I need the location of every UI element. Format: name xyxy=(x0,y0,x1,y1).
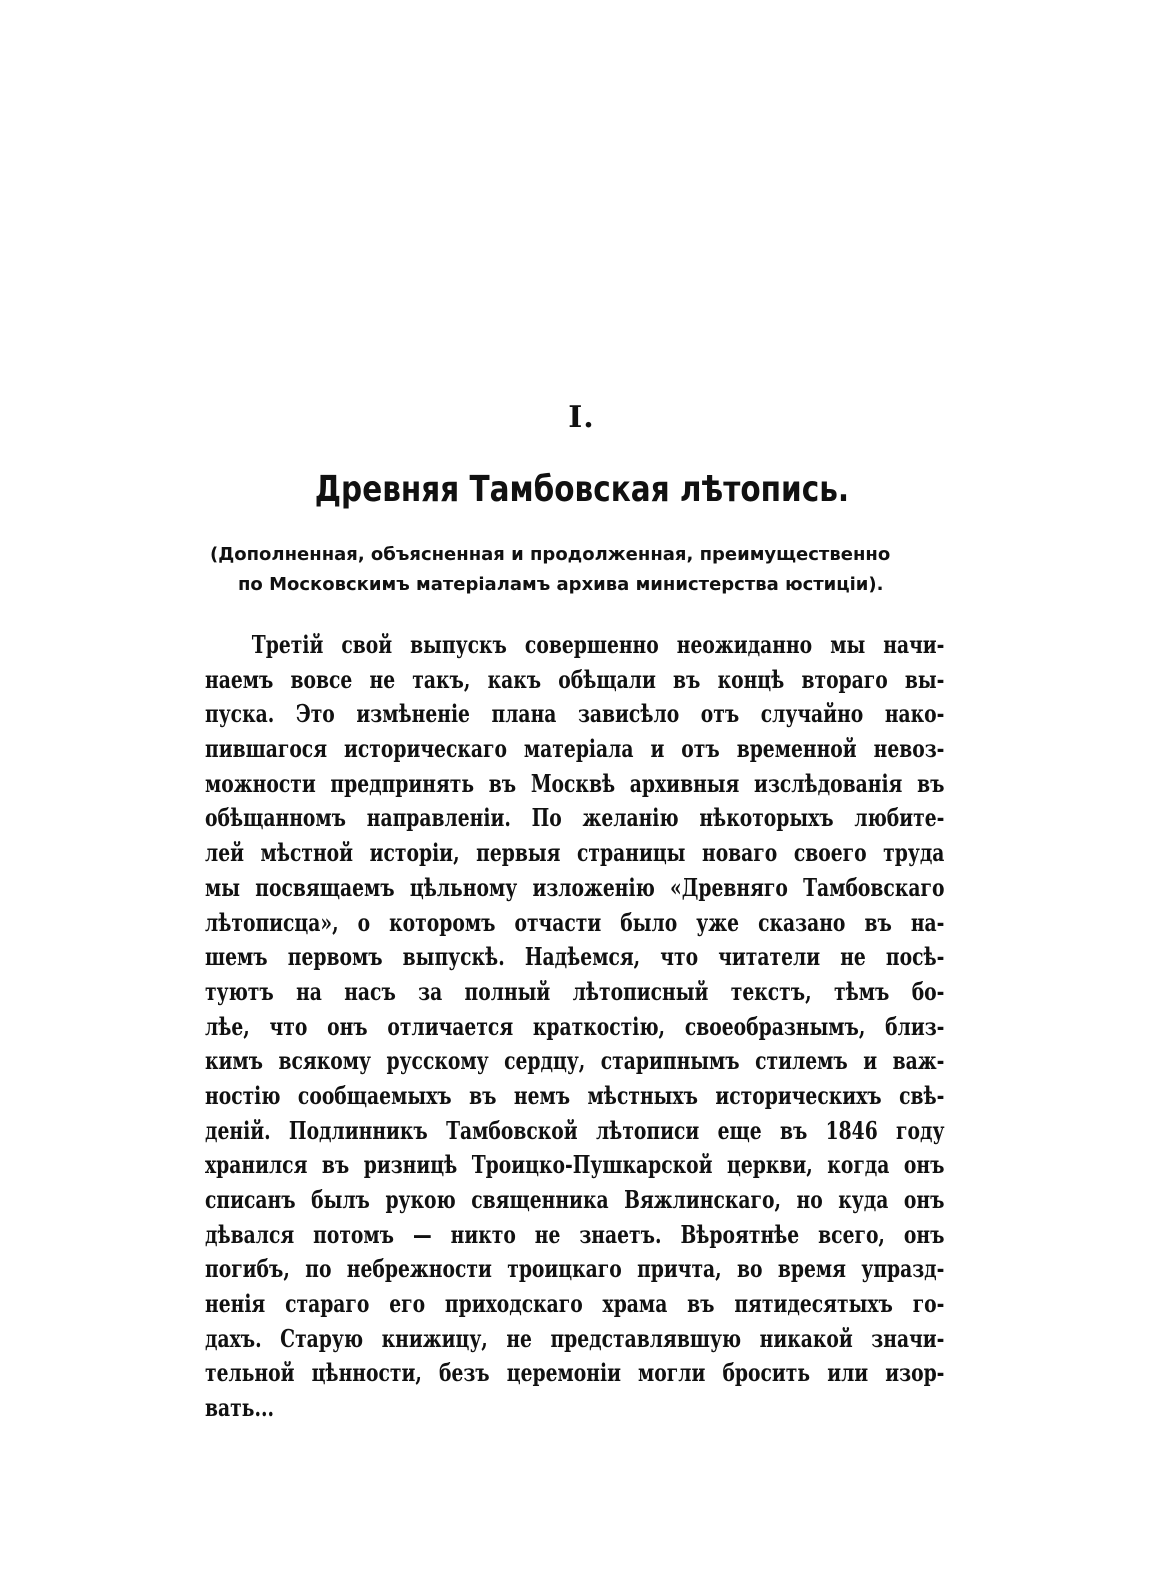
body-line: дѣвался потомъ — никто не знаетъ. Вѣроятнѣе всего, онъ xyxy=(205,1219,945,1249)
body-line: обѣщанномъ направленіи. По желанію нѣкоторыхъ любите- xyxy=(205,803,945,833)
body-line: пившагося историческаго матеріала и отъ временной невоз- xyxy=(205,734,945,764)
body-line: можности предпринять въ Москвѣ архивныя изслѣдованія въ xyxy=(205,768,945,798)
body-line: лѣе, что онъ отличается краткостію, своеобразнымъ, близ- xyxy=(205,1011,945,1041)
body-line: Третій свой выпускъ совершенно неожиданно мы начи- xyxy=(251,630,945,659)
body-line: тельной цѣнности, безъ церемоніи могли бросить или изор- xyxy=(205,1358,945,1388)
body-line: списанъ былъ рукою священника Вяжлинскаго, но куда онъ xyxy=(205,1185,945,1214)
body-line: лѣтописца», о которомъ отчасти было уже сказано въ на- xyxy=(205,907,945,937)
subtitle-line-2: по Московскимъ матеріаламъ архива министерства юстиціи). xyxy=(238,574,884,595)
body-line: дахъ. Старую книжицу, не представлявшую никакой значи- xyxy=(205,1323,945,1353)
body-line: мы посвящаемъ цѣльному изложенію «Древняго Тамбовскаго xyxy=(205,872,945,902)
body-line: туютъ на насъ за полный лѣтописный текстъ, тѣмъ бо- xyxy=(205,976,945,1006)
body-line: пуска. Это измѣненіе плана зависѣло отъ случайно нако- xyxy=(205,699,945,729)
subtitle-line-1: (Дополненная, объясненная и продолженная, преимущественно xyxy=(210,544,891,565)
body-line: ностію сообщаемыхъ въ немъ мѣстныхъ историческихъ свѣ- xyxy=(205,1080,945,1110)
chapter-title: Древняя Тамбовская лѣтопись. xyxy=(314,469,850,510)
body-line: деній. Подлинникъ Тамбовской лѣтописи еще въ 1846 году xyxy=(205,1115,945,1145)
body-paragraph xyxy=(205,628,945,1426)
chapter-number: I. xyxy=(568,400,595,435)
body-line-last: вать... xyxy=(205,1393,274,1423)
body-line: наемъ вовсе не такъ, какъ обѣщали въ концѣ втораго вы- xyxy=(205,664,945,694)
body-line: ненія стараго его приходскаго храма въ пятидесятыхъ го- xyxy=(205,1289,945,1319)
body-line: хранился въ ризницѣ Троицко-Пушкарской церкви, когда онъ xyxy=(205,1150,945,1180)
body-line: кимъ всякому русскому сердцу, старипнымъ стилемъ и важ- xyxy=(205,1046,945,1076)
body-line: шемъ первомъ выпускѣ. Надѣемся, что читатели не посѣ- xyxy=(205,942,945,972)
body-line: лей мѣстной исторіи, первыя страницы новаго своего труда xyxy=(205,838,945,868)
chapter-subtitle xyxy=(200,540,940,600)
body-line: погибъ, по небрежности троицкаго причта, во время упразд- xyxy=(205,1254,945,1284)
